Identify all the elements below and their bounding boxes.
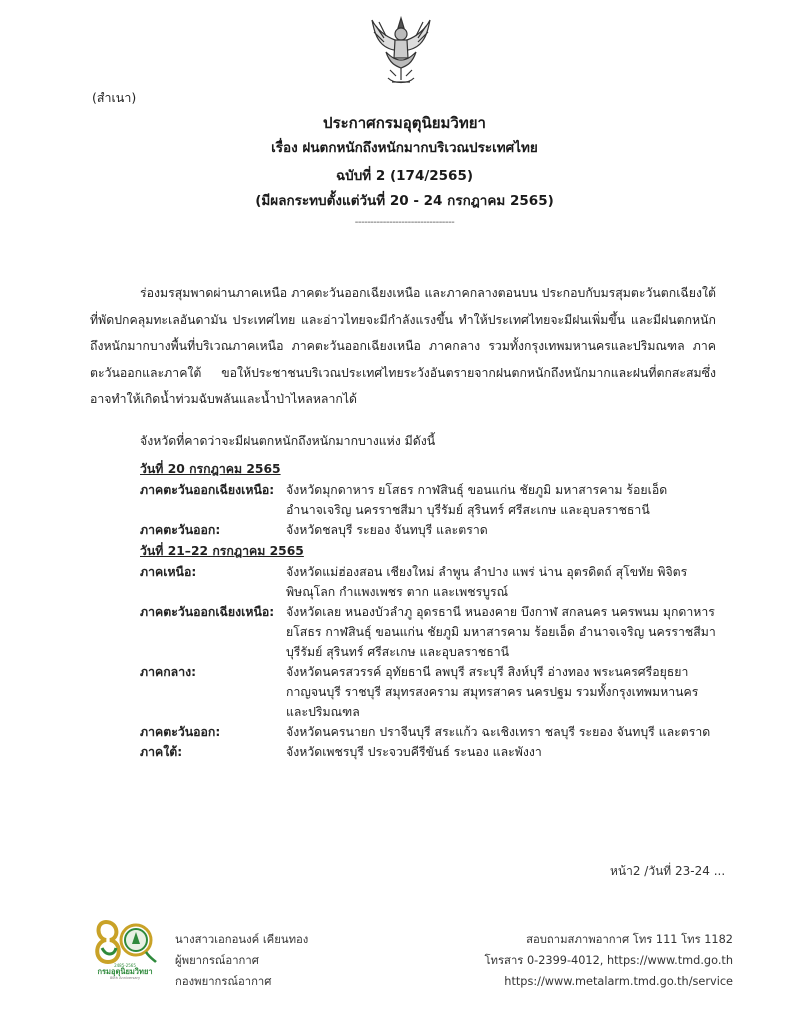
forecast-region-row — [140, 722, 720, 742]
contact-block — [484, 929, 733, 992]
signer-title: ผู้พยากรณ์อากาศ — [175, 954, 259, 967]
announcement-title: ประกาศกรมอุตุนิยมวิทยา — [323, 114, 486, 132]
forecast-date-heading: วันที่ 20 กรกฎาคม 2565 — [140, 462, 281, 476]
tmd-80-anniversary-logo-icon — [92, 918, 158, 980]
contact-phone: สอบถามสภาพอากาศ โทร 111 โทร 1182 — [526, 933, 733, 946]
copy-label: (สำเนา) — [92, 90, 137, 105]
region-provinces: จังหวัดชลบุรี ระยอง จันทบุรี และตราด — [286, 523, 488, 537]
region-name: ภาคเหนือ: — [140, 565, 197, 579]
announcement-effective-date: (มีผลกระทบตั้งแต่วันที่ 20 - 24 กรกฎาคม 2565) — [255, 193, 554, 209]
forecast-region-row — [140, 562, 720, 602]
region-name: ภาคตะวันออกเฉียงเหนือ: — [140, 605, 275, 619]
svg-text:2485-2565: 2485-2565 — [114, 963, 136, 968]
announcement-body-text: ร่องมรสุมพาดผ่านภาคเหนือ ภาคตะวันออกเฉียงเหนือ และภาคกลางตอนบน ประกอบกับมรสุมตะวันตกเฉียงใต้ที่พัดปกคลุมทะเลอันดามัน ประเทศไทย และอ่าวไทยจะมีกำลังแรงขึ้น ทำให้ประเทศไทยจะมีฝนเพิ่มขึ้น และมีฝนตกหนักถึงหนักมากบางพื้นที่บริเวณภาคเหนือ ภาคตะวันออกเฉียงเหนือ ภาคกลาง รวมทั้งกรุงเทพมหานครและปริมณฑล ภาคตะวันออกและภาคใต้ ขอให้ประชาชนบริเวณประเทศไทยระวังอันตรายจากฝนตกหนักถึงหนักมากและฝนที่ตกสะสมซึ่งอาจทำให้เกิดน้ำท่วมฉับพลันและน้ำป่าไหลหลากได้ — [90, 286, 716, 406]
region-provinces: จังหวัดเพชรบุรี ประจวบคีรีขันธ์ ระนอง และพังงา — [286, 745, 542, 759]
region-provinces: จังหวัดมุกดาหาร ยโสธร กาฬสินธุ์ ขอนแก่น ชัยภูมิ มหาสารคาม ร้อยเอ็ด อำนาจเจริญ นครราชสีมา บุรีรัมย์ สุรินทร์ ศรีสะเกษ และอุบลราชธานี — [286, 483, 668, 517]
continued-next-page: หน้า2 /วันที่ 23-24 ... — [610, 864, 726, 878]
region-name: ภาคตะวันออกเฉียงเหนือ: — [140, 483, 275, 497]
forecast-region-row — [140, 520, 720, 540]
contact-service-link: https://www.metalarm.tmd.go.th/service — [504, 975, 733, 988]
region-provinces: จังหวัดแม่ฮ่องสอน เชียงใหม่ ลำพูน ลำปาง แพร่ น่าน อุตรดิตถ์ สุโขทัย พิจิตร พิษณุโลก กำแพงเพชร ตาก และเพชรบูรณ์ — [286, 565, 688, 599]
garuda-emblem-icon — [362, 8, 440, 88]
forecast-intro: จังหวัดที่คาดว่าจะมีฝนตกหนักถึงหนักมากบางแห่ง มีดังนี้ — [140, 434, 436, 448]
forecast-region-row — [140, 662, 720, 722]
region-provinces: จังหวัดนครนายก ปราจีนบุรี สระแก้ว ฉะเชิงเทรา ชลบุรี ระยอง จันทบุรี และตราด — [286, 725, 711, 739]
region-name: ภาคตะวันออก: — [140, 725, 221, 739]
signer-block — [175, 929, 308, 992]
region-name: ภาคใต้: — [140, 745, 183, 759]
forecast-region-row — [140, 602, 720, 662]
signer-department: กองพยากรณ์อากาศ — [175, 975, 272, 988]
forecast-region-row — [140, 742, 720, 762]
announcement-header — [0, 112, 791, 230]
region-name: ภาคตะวันออก: — [140, 523, 221, 537]
forecast-date-heading: วันที่ 21–22 กรกฎาคม 2565 — [140, 544, 304, 558]
announcement-body — [90, 280, 716, 413]
forecast-region-row — [140, 480, 720, 520]
region-provinces: จังหวัดเลย หนองบัวลำภู อุดรธานี หนองคาย บึงกาฬ สกลนคร นครพนม มุกดาหาร ยโสธร กาฬสินธุ์ ขอนแก่น ชัยภูมิ มหาสารคาม ร้อยเอ็ด อำนาจเจริญ นครราชสีมา บุรีรัมย์ สุรินทร์ ศรีสะเกษ และอุบลราชธานี — [286, 605, 716, 659]
svg-text:80th Anniversary: 80th Anniversary — [109, 976, 141, 980]
signer-name: นางสาวเอกอนงค์ เคียนทอง — [175, 933, 309, 946]
contact-fax-website: โทรสาร 0-2399-4012, https://www.tmd.go.th — [484, 954, 733, 967]
forecast-list — [140, 458, 720, 762]
region-provinces: จังหวัดนครสวรรค์ อุทัยธานี ลพบุรี สระบุรี สิงห์บุรี อ่างทอง พระนครศรีอยุธยา กาญจนบุรี ราชบุรี สมุทรสงคราม สมุทรสาคร นครปฐม รวมทั้งกรุงเทพมหานครและปริมณฑล — [286, 665, 699, 719]
announcement-issue: ฉบับที่ 2 (174/2565) — [335, 168, 474, 184]
region-name: ภาคกลาง: — [140, 665, 197, 679]
announcement-subject: เรื่อง ฝนตกหนักถึงหนักมากบริเวณประเทศไทย — [271, 140, 538, 156]
svg-text:กรมอุตุนิยมวิทยา: กรมอุตุนิยมวิทยา — [97, 967, 153, 976]
header-divider: -------------------------------- — [354, 217, 455, 228]
